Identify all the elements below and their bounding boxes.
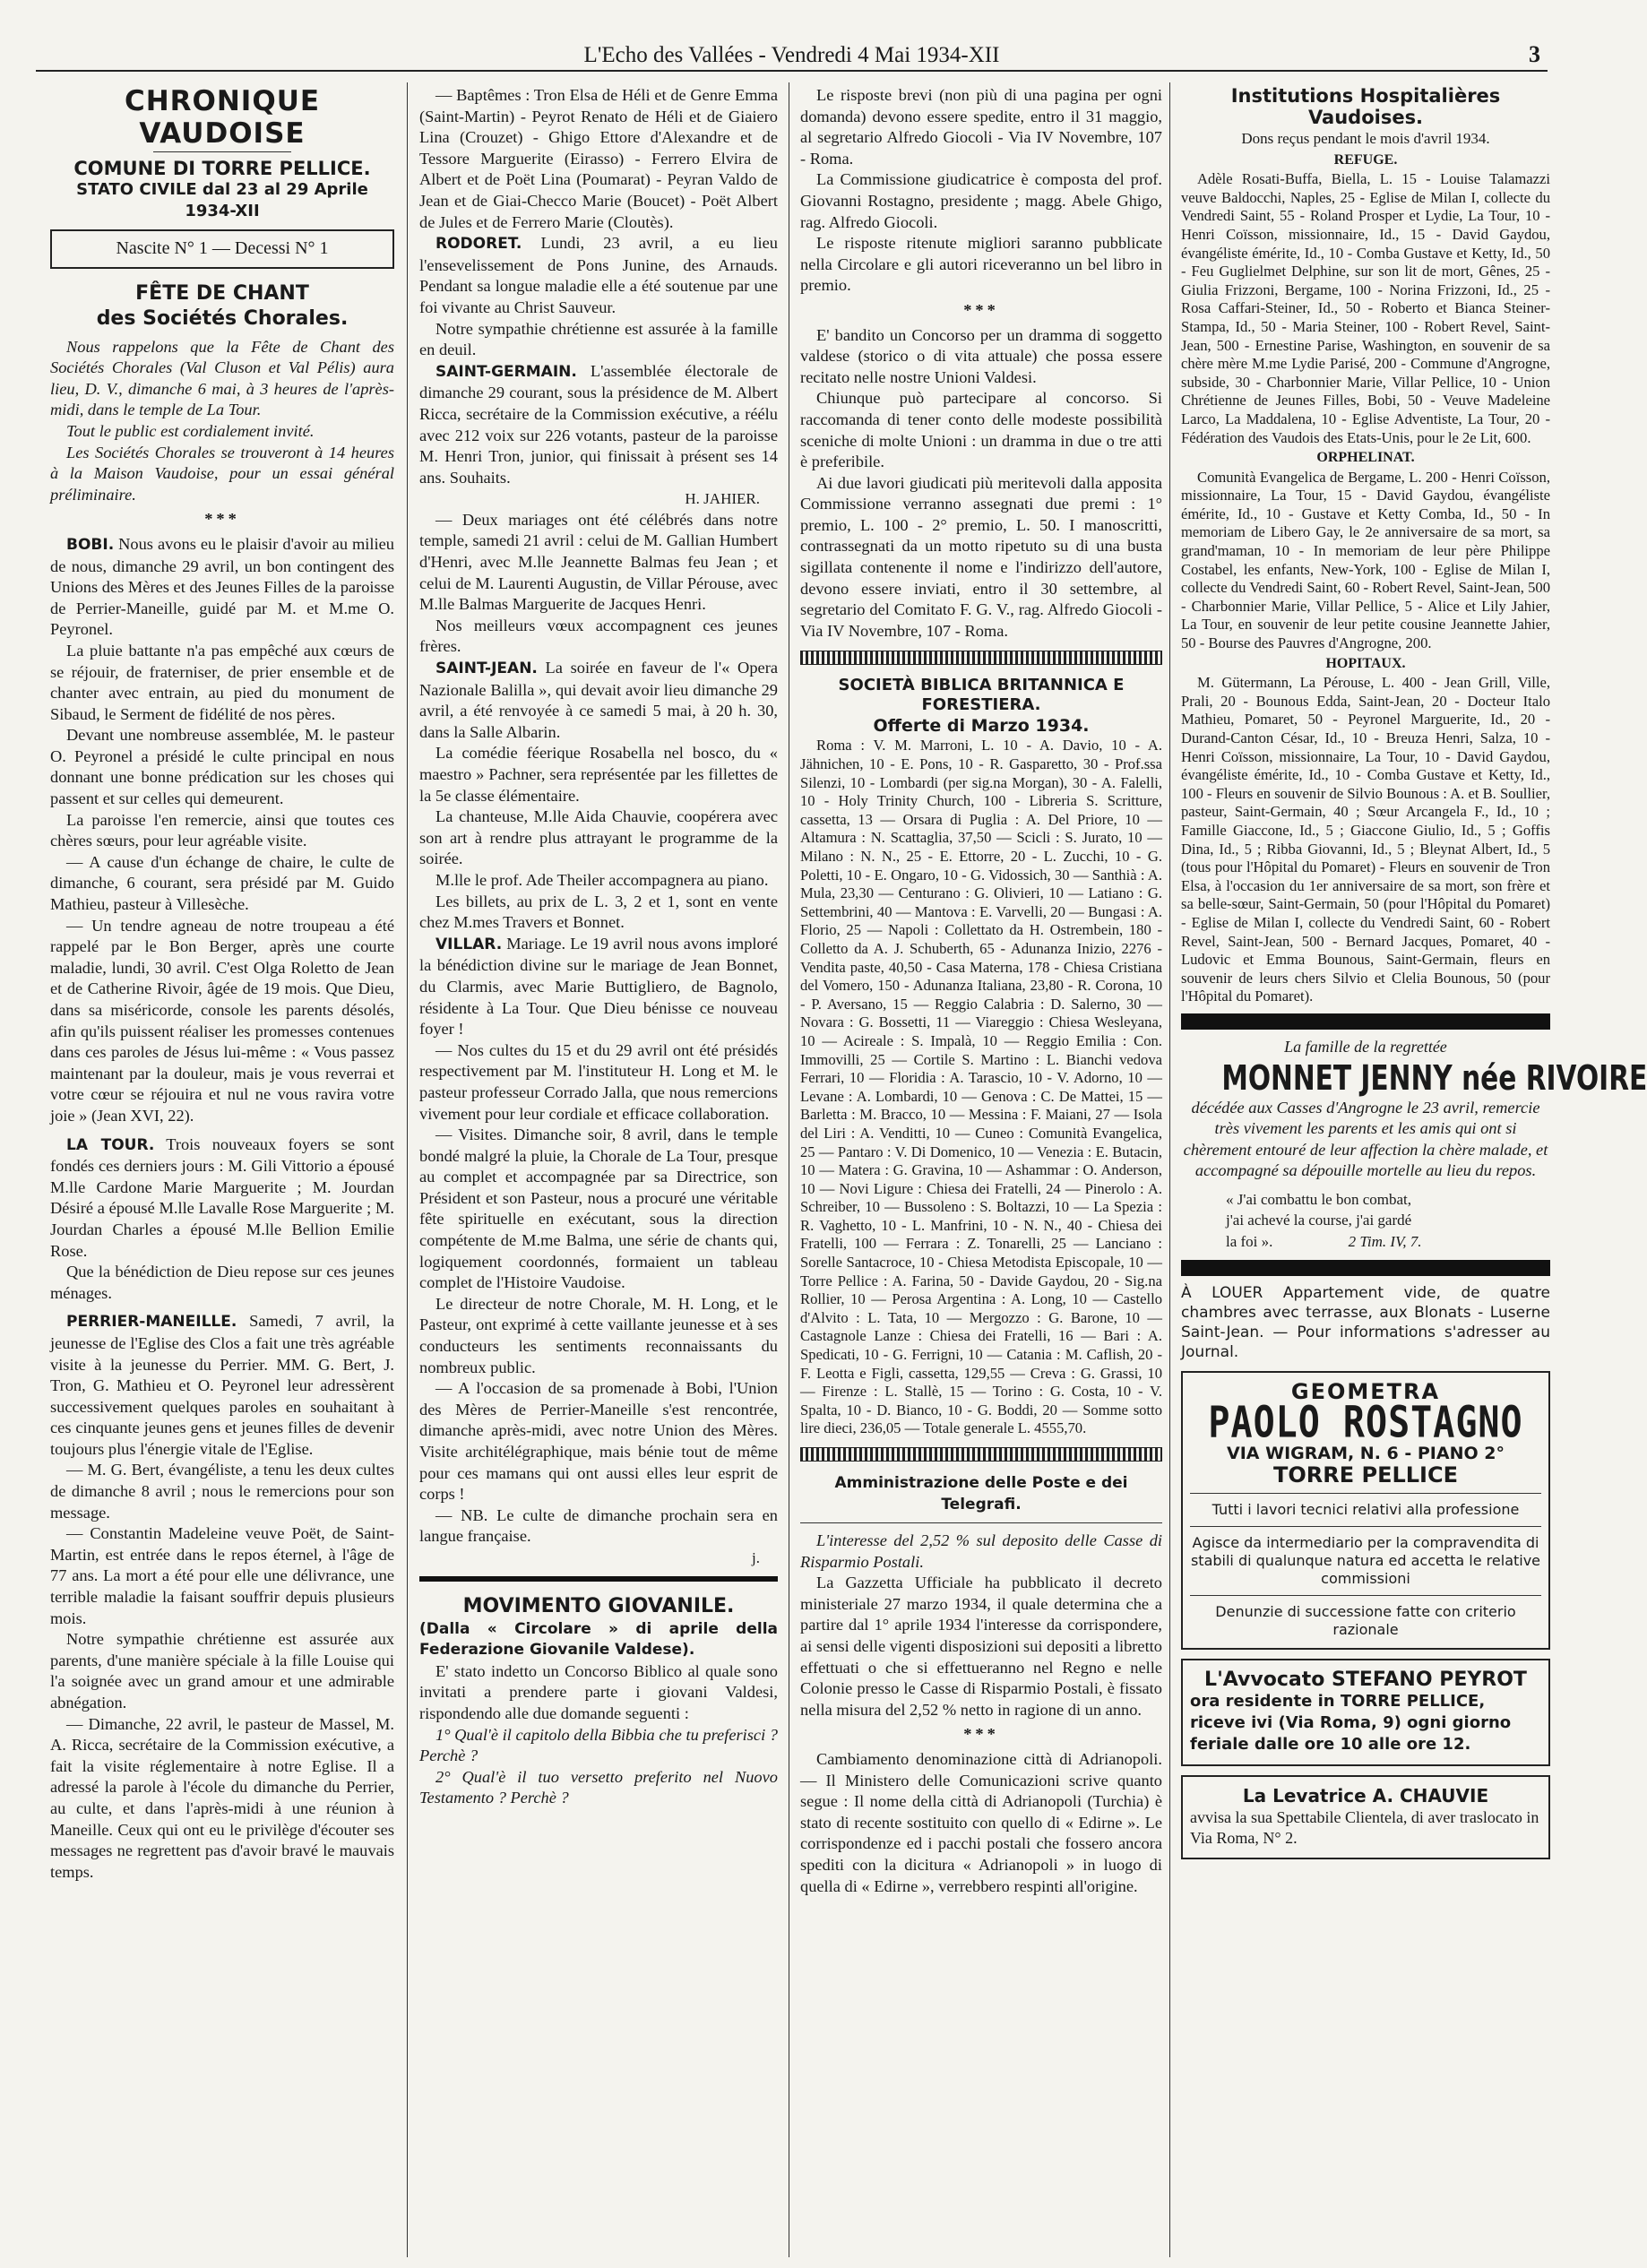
- stars-separator: ***: [963, 1725, 999, 1744]
- geometra-line: Denunzie di successione fatte con criterio razionale: [1215, 1603, 1516, 1639]
- paragraph: Cambiamento denominazione città di Adrianopoli. — Il Ministero delle Comunicazioni scrive quanto segue : Il nome della città di Adrianopoli (Turchia) è stato di recente sostituito con quello di « Edirne ». Le corrispondenze ed i pacchi postali che fossero ancora spediti con la dicitura « Adrianopoli » in luogo di quella di « Edirne », verrebbero respinti all'origine.: [800, 1749, 1162, 1895]
- paragraph: — NB. Le culte de dimanche prochain sera en langue française.: [419, 1505, 778, 1546]
- fete-title: FÊTE DE CHANT: [135, 281, 309, 305]
- quote-line: j'ai achevé la course, j'ai gardé: [1226, 1212, 1412, 1229]
- paragraph: — Visites. Dimanche soir, 8 avril, dans le temple bondé malgré la pluie, la Chorale de La Tour, presque au complet et accompagnée par sa Directrice, son Président et son Pasteur, nous a procuré une véritable fête spirituelle en exécutant, sous la direction compétente de M.me Balma, une série de chants qui, logiquement coordonnés, formaient un tableau complet de l'Histoire Vaudoise.: [419, 1125, 778, 1292]
- paragraph: Notre sympathie chrétienne est assurée à la famille en deuil.: [419, 319, 778, 359]
- page-number: 3: [1529, 41, 1540, 67]
- paragraph: M.lle le prof. Ade Theiler accompagnera au piano.: [435, 870, 769, 889]
- masthead: [36, 43, 1548, 72]
- geometra-line: Agisce da intermediario per la compravendita di stabili di qualunque natura ed accetta le relative commissioni: [1190, 1534, 1541, 1588]
- louer-ad: À LOUER Appartement vide, de quatre chambres avec terrasse, aux Blonats - Luserne Saint-Jean. — Pour informations s'adresser au Journal.: [1181, 1283, 1550, 1361]
- poste-subtitle: L'interesse del 2,52 % sul deposito delle Casse di Risparmio Postali.: [800, 1531, 1162, 1571]
- obituary-text: décédée aux Casses d'Angrogne le 23 avril, remercie très vivement les parents et les amis qui ont si chèrement entouré de leur affection la chère malade, et accompagné sa dépouille mortelle au lieu du repos.: [1183, 1098, 1548, 1180]
- comune-heading: COMUNE DI TORRE PELLICE.: [73, 158, 371, 179]
- paragraph: — A l'occasion de sa promenade à Bobi, l'Union des Mères de Perrier-Maneille s'est rencontrée, dimanche après-midi, avec notre Union des Mères. Visite architélégraphique, mais bénie tout de même pour ces mamans qui ont aussi elles leur esprit de corps !: [419, 1379, 778, 1504]
- levatrice-ad: [1181, 1775, 1550, 1859]
- divider: [153, 151, 291, 152]
- biblica-subtitle: Offerte di Marzo 1934.: [873, 716, 1090, 737]
- section-tag: RODORET.: [435, 235, 522, 254]
- paragraph: La pluie battante n'a pas empêché aux cœurs de se réjouir, de fraterniser, de prier ensemble et de chanter avec entrain, au pied du monument de Sibaud, le Serment de fidélité de nos pères.: [50, 641, 394, 723]
- paragraph-text: L'assemblée électorale de dimanche 29 courant, sous la présidence de M. Albert Ricca, secrétaire de la Commission exécutive, a réélu avec 212 voix sur 226 votants, pasteur de la paroisse M. Henri Tron, junior, qui finissait à présent ses 14 ans. Souhaits.: [419, 361, 778, 487]
- paragraph-text: Nous avons eu le plaisir d'avoir au milieu de nous, dimanche 29 avril, un bon contingent des Unions des Mères et des Jeunes Filles de la paroisse de Perrier-Maneille, guidé par M. et M.me O. Peyronel.: [50, 534, 394, 639]
- paragraph: La paroisse l'en remercie, ainsi que toutes ces chères sœurs, pour leur agréable visite.: [50, 810, 394, 850]
- column-4: [1181, 85, 1647, 2257]
- geometra-address: VIA WIGRAM, N. 6 - PIANO 2°: [1227, 1444, 1505, 1464]
- paragraph-text: La soirée en faveur de l'« Opera Nazionale Balilla », qui devait avoir lieu dimanche 29 avril, a été renvoyée à ce samedi 5 mai, à 20 h. 30, dans la Salle Albarin.: [419, 659, 778, 741]
- institutions-title: Institutions Hospitalières Vaudoises.: [1230, 85, 1501, 128]
- quote-reference: 2 Tim. IV, 7.: [1348, 1233, 1422, 1251]
- paragraph: — A cause d'un échange de chaire, le culte de dimanche, 6 courant, sera présidé par M. Guido Mathieu, pasteur à Villesèche.: [50, 852, 394, 914]
- chronique-heading: CHRONIQUE VAUDOISE: [124, 85, 321, 150]
- geometra-ad: [1181, 1371, 1550, 1651]
- refuge-heading: REFUGE.: [1333, 151, 1398, 168]
- orphelinat-heading: ORPHELINAT.: [1316, 450, 1415, 466]
- obituary-name: MONNET JENNY née RIVOIRE: [1221, 1057, 1647, 1098]
- paragraph: — Nos cultes du 15 et du 29 avril ont été présidés respectivement par M. l'instituteur H. Long et M. le pasteur professeur Corrado Jalla, que nous remercions vivement pour leur cordiale et efficace collaboration.: [419, 1040, 778, 1123]
- births-deaths-box: Nascite N° 1 — Decessi N° 1: [50, 229, 394, 269]
- paragraph: Le risposte ritenute migliori saranno pubblicate nella Circolare e gli autori riceveranno un bel libro in premio.: [800, 234, 1162, 295]
- paragraph: Les Sociétés Chorales se trouveront à 14 heures à la Maison Vaudoise, pour un essai général préliminaire.: [50, 443, 394, 504]
- poste-title: Amministrazione delle Poste e dei Telegrafi.: [834, 1474, 1128, 1513]
- avvocato-name: L'Avvocato STEFANO PEYROT: [1204, 1669, 1527, 1692]
- section-tag: BOBI.: [66, 535, 115, 554]
- divider: [800, 1522, 1162, 1523]
- paragraph: E' bandito un Concorso per un dramma di soggetto valdese (storico o di vita attuale) che possa essere recitato nelle nostre Unioni Valdesi.: [800, 325, 1162, 386]
- divider: [1190, 1526, 1541, 1527]
- column-2: [419, 85, 778, 2257]
- divider: [1190, 1493, 1541, 1494]
- geometra-line: Tutti i lavori tecnici relativi alla professione: [1212, 1501, 1520, 1519]
- paragraph: — M. G. Bert, évangéliste, a tenu les deux cultes de dimanche 8 avril ; nous le remercions pour son message.: [50, 1461, 394, 1522]
- section-tag: VILLAR.: [435, 935, 503, 953]
- paragraph: [50, 534, 394, 641]
- column-rule: [1169, 82, 1170, 2257]
- paragraph-text: Trois nouveaux foyers se sont fondés ces derniers jours : M. Gili Vittorio a épousé M.lle Cardone Marie Marguerite ; M. Jourdan Désiré a épousé M.lle Lavalle Rose Marguerite ; M. Jourdan Charles a épousé M.lle Bellion Emilie Rose.: [50, 1134, 395, 1260]
- black-divider: [1181, 1013, 1550, 1030]
- obituary-quote: [1181, 1189, 1550, 1253]
- stars-separator: ***: [204, 510, 240, 529]
- paragraph: E' stato indetto un Concorso Biblico al quale sono invitati a prendere parte i giovani Valdesi, rispondendo alle due domande seguenti :: [419, 1661, 778, 1722]
- stars-separator: ***: [963, 300, 999, 319]
- refuge-list: Adèle Rosati-Buffa, Biella, L. 15 - Louise Talamazzi veuve Baldocchi, Naples, 25 - Eglise de Milan I, collecte du Vendredi Saint, 55 - Roland Prosper et Lydie, La Tour, 10 - Henri Coïsson, missionnaire, Id., 15 - David Gaydou, évangéliste émérite, Id., 10 - Comba Gustave et Ketty, Id., 50 - Feu Guglielmet Delphine, sur son lit de mort, Gênes, 25 - Giulia Frizzoni, Bergame, 100 - Norina Frizzoni, Id., 25 - Rosa Caffari-Steiner, Id., 50 - Roberto et Bianca Steiner-Stampa, Id., 50 - Maria Steiner, 100 - Robert Revel, Saint-Jean, 500 - Ernestine Parise, Washington, en souvenir de sa chère mère M.me Lydie Parisé, 200 - Commune d'Angrogne, subside, 30 - Charbonnier Marie, Villar Pellice, 10 - Union Chrétienne de Jeunes Filles, Bobi, 50 - Veuve Madeleine Larco, La Maddalena, 10 - Eglise Adventiste, La Tour, 20 - Fédération des Vaudois des Etats-Unis, pour le 2e Lit, 600.: [1181, 170, 1550, 446]
- institutions-subtitle: Dons reçus pendant le mois d'avril 1934.: [1241, 130, 1490, 147]
- geometra-town: TORRE PELLICE: [1273, 1462, 1458, 1488]
- paragraph: — Baptêmes : Tron Elsa de Héli et de Genre Emma (Saint-Martin) - Peyrot Renato de Héli et de Giaiero Lina (Crouzet) - Ghigo Ettore d'Alexandre et de Tessore Marguerite (Eirasso) - Ferrero Elvira de Albert et de Poët Lina (Poumarat) - Peyran Valdo de Jean et de Giai-Checco Marie (Boucet) - Poët Albert de Jules et de Ferrero Marie (Cloutès).: [419, 86, 778, 231]
- divider: [1190, 1595, 1541, 1596]
- column-3: [800, 85, 1162, 2257]
- avvocato-text: ora residente in TORRE PELLICE, riceve ivi (Via Roma, 9) ogni giorno feriale dalle ore 10 alle ore 12.: [1190, 1692, 1512, 1755]
- paragraph: La Commissione giudicatrice è composta del prof. Giovanni Rostagno, presidente ; magg. Abele Ghigo, rag. Alfredo Giocoli.: [800, 170, 1162, 231]
- section-tag: SAINT-GERMAIN.: [435, 362, 577, 381]
- movimento-title: MOVIMENTO GIOVANILE.: [462, 1594, 735, 1617]
- levatrice-title: La Levatrice A. CHAUVIE: [1242, 1785, 1489, 1807]
- levatrice-text: avvisa la sua Spettabile Clientela, di aver traslocato in Via Roma, N° 2.: [1190, 1807, 1539, 1847]
- divider: [419, 1576, 778, 1582]
- signature: H. JAHIER.: [685, 490, 760, 508]
- paragraph: Que la bénédiction de Dieu repose sur ces jeunes ménages.: [50, 1263, 394, 1302]
- question-2: 2° Qual'è il tuo versetto preferito nel Nuovo Testamento ? Perchè ?: [419, 1767, 778, 1807]
- paragraph: — Constantin Madeleine veuve Poët, de Saint-Martin, est entrée dans le repos éternel, à l'âge de 77 ans. La mort a été pour elle une délivrance, une terrible maladie la faisant souffrir depuis plusieurs mois.: [50, 1524, 394, 1627]
- paragraph: Ai due lavori giudicati più meritevoli dalla apposita Commissione verranno assegnati due premi : 1° premio, L. 100 - 2° premio, L. 50. I manoscritti, contrassegnati da un motto ripetuto su di una busta sigillata contenente il nome e l'indirizzo dell'autore, devono essere inviati, entro il 30 settembre, al segretario del Comitato F. G. V., rag. Alfredo Giocoli - Via IV Novembre, 107 - Roma.: [800, 473, 1162, 640]
- paragraph: Nous rappelons que la Fête de Chant des Sociétés Chorales (Val Cluson et Val Pélis) aura lieu, D. V., dimanche 6 mai, à 3 heures de l'après-midi, dans le temple de La Tour.: [50, 337, 394, 419]
- section-tag: SAINT-JEAN.: [435, 660, 538, 678]
- paragraph-text: Samedi, 7 avril, la jeunesse de l'Eglise des Clos a fait une très agréable visite à la jeunesse du Perrier. MM. G. Bert, J. Tron, G. Mathieu et O. Peyronel leur adressèrent successivement quelques paroles en souhaitant à ces cinquante jeunes gens et jeunes filles de devenir toujours plus l'énergie vitale de l'Eglise.: [50, 1312, 394, 1458]
- paragraph: [419, 658, 778, 743]
- paragraph: [50, 1311, 394, 1460]
- geometra-label: GEOMETRA: [1290, 1378, 1441, 1404]
- paragraph: La comédie féerique Rosabella nel bosco, du « maestro » Pachner, sera représentée par les fillettes de la 5e classe élémentaire.: [419, 744, 778, 805]
- paragraph-text: Lundi, 23 avril, a eu lieu l'ensevelissement de Pons Junine, des Arnauds. Pendant sa longue maladie elle a été soutenue par une foi vivante au Christ Sauveur.: [419, 234, 778, 316]
- paragraph: La Gazzetta Ufficiale ha pubblicato il decreto ministeriale 27 marzo 1934, il quale determina che a partire dal 1° aprile 1934 l'interesse da corrispondere, ai sensi delle vigenti disposizioni sui depositi a libretto effettuati o che si effettueranno nel Regno e nelle Colonie presso le Casse di Risparmio Postali, è fissato nella misura del 2,52 % netto in ragione di un anno.: [800, 1574, 1162, 1719]
- paragraph: [50, 1134, 394, 1263]
- paragraph: Le directeur de notre Chorale, M. H. Long, et le Pasteur, ont exprimé à cette vaillante jeunesse et à ses conducteurs les sentiments reconnaissants du nombreux public.: [419, 1294, 778, 1376]
- ornamental-separator: [800, 651, 1162, 665]
- paragraph: Les billets, au prix de L. 3, 2 et 1, sont en vente chez M.mes Travers et Bonnet.: [419, 892, 778, 932]
- paragraph: Chiunque può partecipare al concorso. Si raccomanda di tener conto delle modeste possibilità sceniche di molte Unioni : un dramma in due o tre atti è preferibile.: [800, 389, 1162, 471]
- paragraph-text: Mariage. Le 19 avril nous avons imploré la bénédiction divine sur le mariage de Jean Bonnet, du Clarmis, avec Marie Buttigliero, de Bagnolo, résidente à La Tour. Que Dieu bénisse ce nouveau foyer !: [419, 934, 778, 1039]
- paragraph: Le risposte brevi (non più di una pagina per ogni domanda) devono essere spedite, entro il 31 maggio, al segretario Alfredo Giocoli - Via IV Novembre, 107 - Roma.: [800, 86, 1162, 168]
- paragraph: Devant une nombreuse assemblée, M. le pasteur O. Peyronel a présidé le culte principal en nous donnant une bonne prédication sur les choses qui passent et sur celles qui demeurent.: [50, 726, 394, 808]
- paragraph: — Un tendre agneau de notre troupeau a été rappelé par le Bon Berger, après une courte maladie, lundi, 30 avril. C'est Olga Roletto de Jean et de Catherine Rivoir, âgée de 19 mois. Que Dieu, dans sa miséricorde, console les parents désolés, afin qu'ils puissent réaliser les promesses contenues dans ces paroles de Jésus lui-même : « Vous passez maintenant par la douleur, mais je vous reverrai et votre cœur se réjouira et nul ne vous ravira votre joie » (Jean XVI, 22).: [50, 916, 394, 1125]
- paragraph: Tout le public est cordialement invité.: [66, 421, 315, 440]
- paragraph: Nos meilleurs vœux accompagnent ces jeunes frères.: [419, 616, 778, 656]
- paragraph: — Deux mariages ont été célébrés dans notre temple, samedi 21 avril : celui de M. Gallian Humbert d'Henri, avec M.lle Jeannette Balmas feu Jean ; et celui de M. Laurenti Augustin, de Villar Pérouse, avec M.lle Balmas Marguerite de Jacques Henri.: [419, 510, 778, 614]
- quote-line: [1226, 1231, 1550, 1253]
- quote-line: « J'ai combattu le bon combat,: [1226, 1190, 1412, 1208]
- section-tag: LA TOUR.: [66, 1135, 155, 1154]
- hopitaux-list: M. Gütermann, La Pérouse, L. 400 - Jean Grill, Ville, Prali, 20 - Bounous Edda, Saint-Jean, 20 - Docteur Italo Mathieu, Pomaret, 50 - Peyronel Marguerite, Id., 20 - Durand-Canton César, Id., 10 - Breuza Henri, Salza, 10 - Henri Coïsson, missionnaire, La Tour, 10 - David Gaydou, évangéliste émérite, Id., 10 - Comba Gustave et Ketty, Id., 100 - Fleurs en souvenir de Silvio Bounous : A. et B. Soullier, pasteur, Saint-Germain, 40 ; Sœur Arcangela F., Id., 10 ; Famille Giaccone, Id., 5 ; Giaccone Giulio, Id., 5 ; Goffis Dina, Id., 5 ; Ribba Giovanni, Id., 5 ; Bleynat Albert, Id., 5 (tous pour l'Hôpital du Pomaret) - Fleurs en souvenir de Tron Elsa, à l'occasion du 1er anniversaire de sa mort, son frère et sa belle-sœur, Saint-Germain, 50 (pour l'Hôpital du Pomaret) - Eglise de Milan I, collecte du Vendredi Saint, 60 - Robert Revel, Saint-Jean, 500 - Bernard Jacques, Pomaret, 40 - Ludovic et Emma Bounous, Saint-Germain, fleurs en souvenir de leurs chers Silvio et Clelia Bounous, 50 (pour l'Hôpital du Pomaret).: [1181, 674, 1550, 1005]
- quote-text: la foi ».: [1226, 1233, 1273, 1251]
- column-1: [50, 85, 394, 2257]
- question-1: 1° Qual'è il capitolo della Bibbia che tu preferisci ? Perchè ?: [419, 1725, 778, 1765]
- paragraph: [419, 361, 778, 489]
- black-divider: [1181, 1260, 1550, 1276]
- column-rule: [407, 82, 408, 2257]
- paragraph: [419, 934, 778, 1040]
- orphelinat-list: Comunità Evangelica de Bergame, L. 200 - Henri Coïsson, missionnaire, La Tour, 15 - David Gaydou, évangéliste émérite, Id., 10 - Gustave et Ketty Comba, Id., 50 - In memoriam de Libero Gay, le 2e anniversaire de sa mort, sa grand'maman, 10 - In memoriam de leur père Philippe Costabel, les enfants, New-York, 100 - Eglise de Milan I, collecte du Vendredi Saint, 60 - Robert Revel, Saint-Jean, 500 - Charbonnier Marie, Villar Pellice, 5 - Alice et Lily Jahier, La Tour, en souvenir de leur petite cousine Jeannette Jahier, 50 - Bourse des Pauvres d'Angrogne, 200.: [1181, 468, 1550, 652]
- masthead-title: L'Echo des Vallées - Vendredi 4 Mai 1934-XII: [583, 43, 1000, 67]
- ornamental-separator: [800, 1447, 1162, 1462]
- biblica-list: Roma : V. M. Marroni, L. 10 - A. Davio, 10 - A. Jähnichen, 10 - E. Pons, 10 - R. Gasparetto, 30 - Prof.ssa Silenzi, 10 - Lombardi (per sig.na Morgan), 30 - A. Falelli, 10 - Holy Trinity Church, 100 - Libreria S. Scritture, cassetta, 13 — Orsara di Puglia : A. Del Priore, 10 — Altamura : N. Scattaglia, 37,50 — Scicli : S. Jurato, 10 — Milano : N. N., 25 - E. Ettorre, 20 - L. Zucchi, 10 - G. Poletti, 10 - E. Ongaro, 10 - G. Vidossich, 30 — Santhià : A. Mula, 23,30 — Centurano : G. Olivieri, 10 — Latiano : G. Settembrini, 40 — Mantova : E. Varvelli, 20 — Bungasi : A. Florio, 25 — Napoli : Collettato da H. Ostrembein, 180 - Colletto da A. J. Schuberth, 65 - Adunanza Inizio, 2276 - Vendita paste, 40,50 - Casa Materna, 178 - Chiesa Cristiana del Vomero, 150 - Adunanza Italiana, 23,80 - R. Corona, 10 - P. Aversano, 15 — Reggio Calabria : D. Salerno, 30 — Novara : G. Bossetti, 11 — Viareggio : Chiesa Wesleyana, 10 — Acireale : S. Impalà, 10 — Reggio Emilia : Con. Immovilli, 25 — Cortile S. Martino : L. Bianchi vedova Ferrari, 10 — Floridia : A. Tarascio, 10 - V. Adorno, 10 — Levane : A. Lombardi, 10 — Genova : C. De Mattei, 15 — Barletta : M. Bracco, 10 — Messina : F. Maiani, 27 — Isola del Liri : A. Venditti, 10 — Cuneo : Comunità Evangelica, 25 — Pantaro : V. Di Domenico, 10 — Venezia : E. Butacin, 10 — Matera : G. Gravina, 10 — Ashammar : O. Anderson, 10 — Novi Ligure : Chiesa dei Fratelli, 24 — Pinerolo : A. Schreiber, 10 — Bussoleno : S. Boltazzi, 10 — La Spezia : R. Vaghetto, 10 - L. Manfrini, 10 - N. N., 40 - Chiesa dei Fratelli, 100 — Ferrara : Z. Tonarelli, 25 — Lanciano : Sorelle Santacroce, 10 - Chiesa Metodista Episcopale, 10 — Torre Pellice : A. Farina, 50 - Davide Gaydou, 20 - Sig.na Rollier, 10 — Perosa Argentina : A. Long, 10 — Castello d'Alvito : L. Tata, 10 — Mergozzo : G. Barone, 10 — Castagnole Lanze : Chiesa dei Fratelli, 16 — Bari : A. Spedicati, 10 - G. Ferrigni, 10 — Catania : M. Caflish, 20 - F. Leotta e Figli, cassetta, 129,55 — Creva : G. Grassi, 10 — Firenze : L. Stallè, 15 — Torino : G. Costa, 10 - V. Spalta, 10 - D. Bianco, 10 - G. Boddi, 20 — Somme sotto lire dieci, 236,05 — Totale generale L. 4555,70.: [800, 737, 1162, 1437]
- avvocato-ad: [1181, 1659, 1550, 1766]
- paragraph: Notre sympathie chrétienne est assurée aux parents, d'une manière spéciale à la fille Louise qui l'a soignée avec un grand amour et une admirable abnégation.: [50, 1630, 394, 1712]
- fete-subtitle: des Sociétés Chorales.: [96, 306, 349, 330]
- section-tag: PERRIER-MANEILLE.: [66, 1313, 237, 1332]
- paragraph: — Dimanche, 22 avril, le pasteur de Massel, M. A. Ricca, secrétaire de la Commission exécutive, a fait la visite réglementaire à notre Eglise. Il a adressé la parole à l'école du dimanche du Perrier, au culte, et dans l'après-midi à une réunion à Maneille. Ceux qui ont eu le privilège d'écouter ses messages ne regrettent pas d'avoir bravé le mauvais temps.: [50, 1714, 394, 1881]
- hopitaux-heading: HOPITAUX.: [1325, 655, 1406, 671]
- paragraph: La chanteuse, M.lle Aida Chauvie, coopérera avec son art à rendre plus attrayant le programme de la soirée.: [419, 807, 778, 868]
- geometra-name: PAOLO ROSTAGNO: [1208, 1398, 1523, 1448]
- signature: j.: [752, 1548, 760, 1566]
- movimento-subtitle: (Dalla « Circolare » di aprile della Federazione Giovanile Valdese).: [419, 1619, 778, 1660]
- stato-civile: STATO CIVILE dal 23 al 29 Aprile 1934-XII: [76, 180, 368, 220]
- biblica-title: SOCIETÀ BIBLICA BRITANNICA E FORESTIERA.: [838, 676, 1125, 715]
- paragraph: [419, 233, 778, 318]
- obituary-intro: La famille de la regrettée: [1284, 1037, 1447, 1056]
